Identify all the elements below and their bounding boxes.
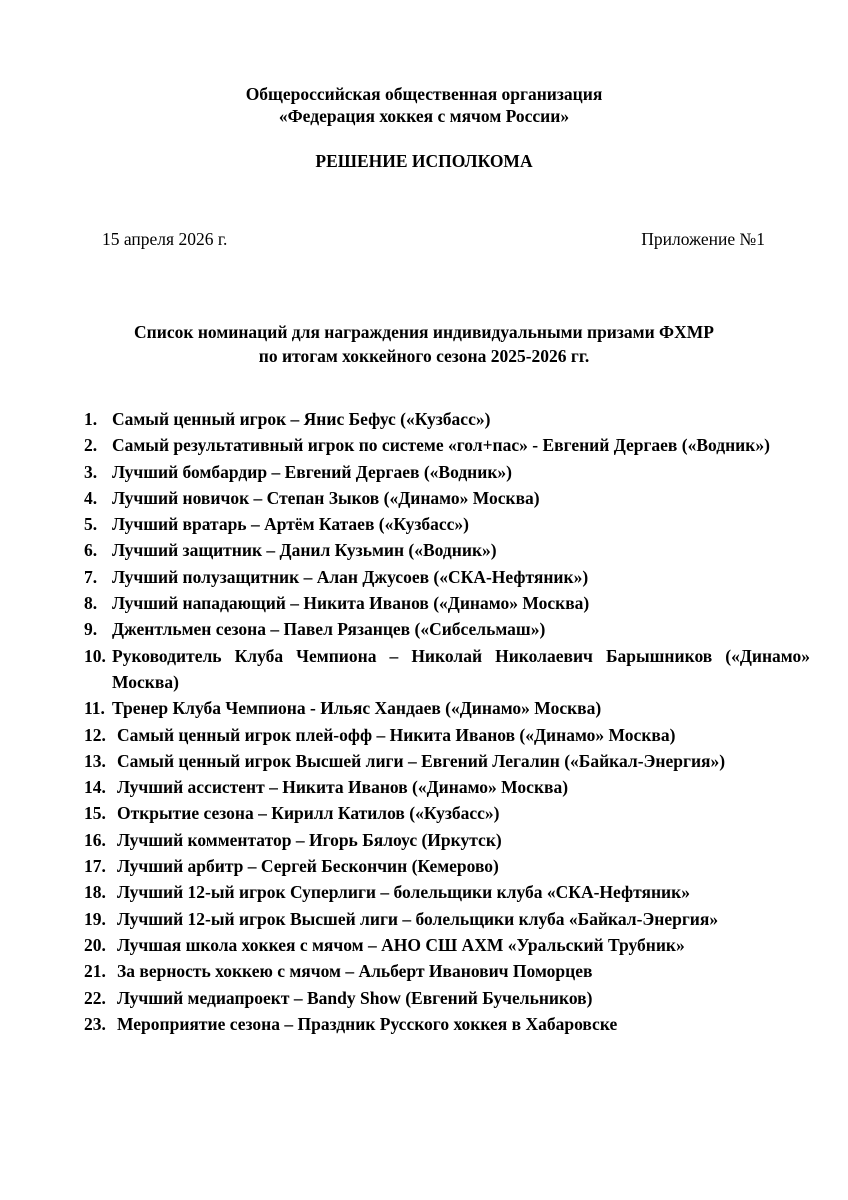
nomination-item xyxy=(84,827,810,853)
nomination-number: 6. xyxy=(84,540,98,561)
nomination-item xyxy=(84,537,810,563)
nomination-number: 12. xyxy=(84,724,106,745)
nomination-text: Лучший полузащитник – Алан Джусоев («СКА-Нефтяник») xyxy=(112,566,589,587)
nomination-text: Лучший защитник – Данил Кузьмин («Водник») xyxy=(112,540,497,561)
nomination-number: 5. xyxy=(84,514,98,535)
nomination-text: Лучший нападающий – Никита Иванов («Динамо» Москва) xyxy=(112,593,590,614)
nomination-number: 10. xyxy=(84,645,106,666)
nomination-text: Самый результативный игрок по системе «гол+пас» - Евгений Дергаев («Водник») xyxy=(112,435,770,456)
nomination-item xyxy=(84,722,810,748)
list-title-line1: Список номинаций для награждения индивидуальными призами ФХМР xyxy=(134,322,714,342)
nominations-list xyxy=(84,406,810,1037)
nomination-text: Лучшая школа хоккея с мячом – АНО СШ АХМ «Уральский Трубник» xyxy=(117,934,685,955)
nomination-text: Самый ценный игрок Высшей лиги – Евгений Легалин («Байкал-Энергия») xyxy=(117,750,726,771)
nomination-text: Лучший 12-ый игрок Суперлиги – болельщики клуба «СКА-Нефтяник» xyxy=(117,882,690,903)
nomination-item xyxy=(84,774,810,800)
nomination-item xyxy=(84,906,810,932)
nomination-item xyxy=(84,958,810,984)
nomination-number: 14. xyxy=(84,777,106,798)
nomination-text: Лучший комментатор – Игорь Бялоус (Иркутск) xyxy=(117,829,502,850)
nomination-item xyxy=(84,432,810,458)
nomination-text: Мероприятие сезона – Праздник Русского хоккея в Хабаровске xyxy=(117,1013,618,1034)
nomination-item xyxy=(84,932,810,958)
nomination-text: Лучший новичок – Степан Зыков («Динамо» Москва) xyxy=(112,487,540,508)
nomination-text: Тренер Клуба Чемпиона - Ильяс Хандаев («Динамо» Москва) xyxy=(112,698,602,719)
nomination-item xyxy=(84,695,810,721)
nomination-number: 2. xyxy=(84,435,98,456)
nomination-text: Лучший бомбардир – Евгений Дергаев («Водник») xyxy=(112,461,513,482)
nomination-item xyxy=(84,800,810,826)
nomination-text: Самый ценный игрок плей-офф – Никита Иванов («Динамо» Москва) xyxy=(117,724,676,745)
nomination-item xyxy=(84,616,810,642)
organization-name-line1: Общероссийская общественная организация xyxy=(245,84,603,104)
nomination-text: Открытие сезона – Кирилл Катилов («Кузбасс») xyxy=(117,803,500,824)
nomination-item xyxy=(84,511,810,537)
nomination-number: 1. xyxy=(84,409,98,429)
nomination-item xyxy=(84,590,810,616)
nomination-item xyxy=(84,643,810,696)
nomination-number: 18. xyxy=(84,882,106,903)
nomination-item xyxy=(84,564,810,590)
nomination-number: 11. xyxy=(84,698,105,719)
nomination-text: Самый ценный игрок – Янис Бефус («Кузбасс») xyxy=(112,409,491,429)
nomination-item xyxy=(84,485,810,511)
nomination-text: Джентльмен сезона – Павел Рязанцев («Сибсельмаш») xyxy=(112,619,546,640)
nomination-item xyxy=(84,1011,810,1037)
nomination-item xyxy=(84,748,810,774)
nomination-number: 3. xyxy=(84,461,98,482)
nomination-number: 13. xyxy=(84,750,106,771)
document-date: 15 апреля 2026 г. xyxy=(102,229,228,249)
nomination-number: 7. xyxy=(84,566,98,587)
nomination-item xyxy=(84,406,810,432)
nomination-text: За верность хоккею с мячом – Альберт Иванович Поморцев xyxy=(117,961,593,982)
decision-title: РЕШЕНИЕ ИСПОЛКОМА xyxy=(315,151,533,171)
nomination-number: 16. xyxy=(84,829,106,850)
nomination-text: Лучший вратарь – Артём Катаев («Кузбасс») xyxy=(112,514,469,535)
nomination-text: Лучший арбитр – Сергей Бескончин (Кемерово) xyxy=(117,856,499,877)
list-title-line2: по итогам хоккейного сезона 2025-2026 гг. xyxy=(258,346,590,366)
nomination-number: 17. xyxy=(84,856,106,877)
nomination-text: Лучший 12-ый игрок Высшей лиги – болельщики клуба «Байкал-Энергия» xyxy=(117,908,719,929)
nomination-number: 22. xyxy=(84,987,106,1008)
list-title xyxy=(0,320,848,368)
nomination-number: 9. xyxy=(84,619,98,640)
nomination-text: Лучший медиапроект – Bandy Show (Евгений Бучельников) xyxy=(117,987,593,1008)
nomination-text: Руководитель Клуба Чемпиона – Николай Николаевич Барышников («Динамо» Москва) xyxy=(112,645,810,692)
nomination-item xyxy=(84,853,810,879)
nomination-number: 20. xyxy=(84,934,106,955)
nomination-number: 8. xyxy=(84,593,98,614)
nomination-item xyxy=(84,879,810,905)
nomination-number: 19. xyxy=(84,908,106,929)
nomination-item xyxy=(84,459,810,485)
nomination-number: 21. xyxy=(84,961,106,982)
nomination-number: 15. xyxy=(84,803,106,824)
organization-header xyxy=(0,83,848,127)
nomination-text: Лучший ассистент – Никита Иванов («Динамо» Москва) xyxy=(117,777,569,798)
appendix-label: Приложение №1 xyxy=(641,229,765,249)
nomination-number: 4. xyxy=(84,487,98,508)
organization-name-line2: «Федерация хоккея с мячом России» xyxy=(278,106,570,126)
nomination-item xyxy=(84,985,810,1011)
nomination-number: 23. xyxy=(84,1013,106,1034)
